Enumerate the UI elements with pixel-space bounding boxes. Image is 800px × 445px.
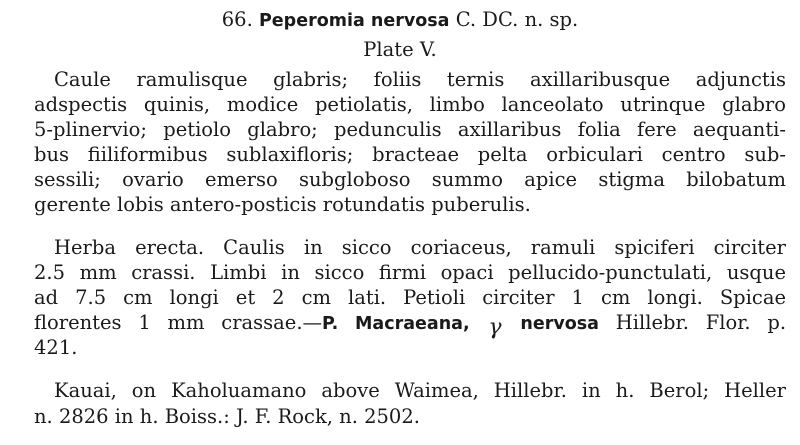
synonym-name: P. Macraeana, bbox=[322, 314, 470, 334]
text-line: Herba erecta. Caulis in sicco coriaceus, ramuli spiciferi circiter bbox=[54, 236, 786, 259]
text-segment: florentes 1 mm crassae.— bbox=[34, 311, 323, 334]
text-line: gerente lobis antero-posticis rotundatis puberulis. bbox=[34, 193, 531, 216]
greek-gamma: γ bbox=[488, 315, 502, 340]
text-line: Kauai, on Kaholuamano above Waimea, Hillebr. in h. Berol; Heller bbox=[54, 379, 786, 402]
species-name: Peperomia nervosa bbox=[258, 11, 450, 31]
species-heading bbox=[0, 8, 800, 33]
variety-name: nervosa bbox=[520, 314, 599, 334]
text-line: 2.5 mm crassi. Limbi in sicco firmi opaci pellucido-punctulati, usque bbox=[34, 261, 786, 284]
text-line: Caule ramulisque glabris; foliis ternis axillaribusque adjunctis bbox=[54, 68, 786, 91]
text-line: adspectis quinis, modice petiolatis, limbo lanceolato utrinque glabro bbox=[34, 93, 786, 116]
text-line: 5-plinervio; petiolo glabro; pedunculis axillaribus folia fere aequanti- bbox=[34, 118, 786, 141]
text-line bbox=[34, 311, 787, 340]
text-line: 421. bbox=[34, 336, 78, 359]
species-author: C. DC. n. sp. bbox=[455, 8, 579, 31]
text-line: sessili; ovario emerso subgloboso summo apice stigma bilobatum bbox=[34, 168, 786, 191]
text-line: n. 2826 in h. Boiss.: J. F. Rock, n. 2502. bbox=[34, 405, 420, 428]
text-segment: Hillebr. Flor. p. bbox=[615, 311, 787, 334]
text-line: bus fiiliformibus sublaxifloris; bracteae pelta orbiculari centro sub- bbox=[34, 143, 786, 166]
plate-reference: Plate V. bbox=[363, 38, 437, 61]
species-number: 66. bbox=[221, 8, 253, 31]
text-line: ad 7.5 cm longi et 2 cm lati. Petioli circiter 1 cm longi. Spicae bbox=[34, 286, 786, 309]
